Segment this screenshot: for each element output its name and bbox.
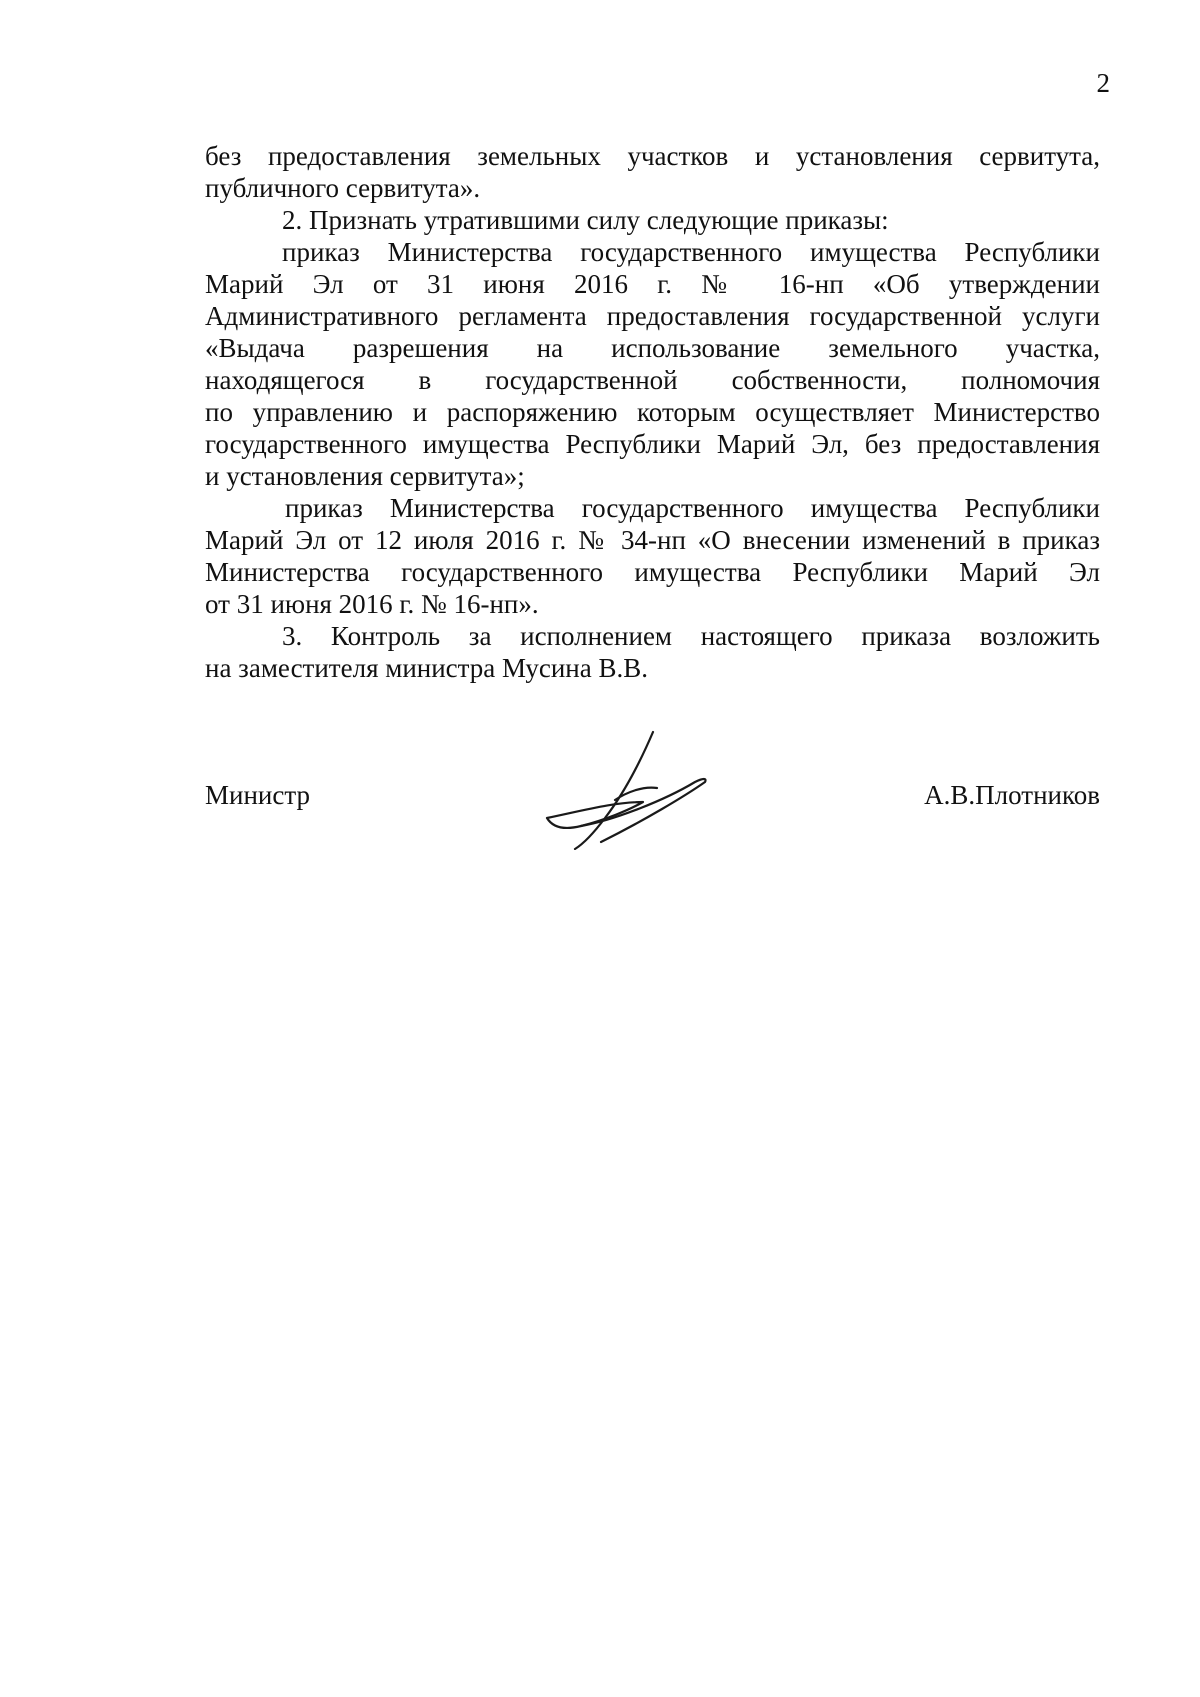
paragraph-4-line-4: от 31 июня 2016 г. № 16-нп».	[205, 589, 539, 619]
handwritten-signature	[545, 730, 725, 850]
paragraph-5-line-1: 3. Контроль за исполнением настоящего приказа возложить	[282, 621, 1100, 651]
paragraph-3-line-6: по управлению и распоряжению которым осуществляет Министерство	[205, 397, 1100, 427]
paragraph-3-line-5: находящегося в государственной собственности, полномочия	[205, 365, 1100, 395]
paragraph-3-line-4: «Выдача разрешения на использование земельного участка,	[205, 333, 1100, 363]
paragraph-1-line-1: без предоставления земельных участков и установления сервитута,	[205, 141, 1100, 171]
document-body	[205, 140, 1100, 684]
paragraph-3-line-2: Марий Эл от 31 июня 2016 г. № 16-нп «Об утверждении	[205, 269, 1100, 299]
paragraph-3-line-1: приказ Министерства государственного имущества Республики	[282, 237, 1100, 267]
paragraph-3-line-3: Административного регламента предоставления государственной услуги	[205, 301, 1100, 331]
paragraph-1-line-2: публичного сервитута».	[205, 173, 481, 203]
paragraph-3-line-8: и установления сервитута»;	[205, 461, 525, 491]
page-number: 2	[1096, 68, 1110, 98]
paragraph-4-line-1: приказ Министерства государственного имущества Республики	[285, 493, 1100, 523]
paragraph-4-line-3: Министерства государственного имущества Республики Марий Эл	[205, 557, 1100, 587]
signer-title: Министр	[205, 780, 310, 810]
signer-name: А.В.Плотников	[924, 780, 1100, 810]
paragraph-2-line-1: 2. Признать утратившими силу следующие приказы:	[282, 205, 889, 235]
paragraph-5-line-2: на заместителя министра Мусина В.В.	[205, 653, 648, 683]
paragraph-4-line-2: Марий Эл от 12 июля 2016 г. № 34-нп «О внесении изменений в приказ	[205, 525, 1100, 555]
paragraph-3-line-7: государственного имущества Республики Марий Эл, без предоставления	[205, 429, 1100, 459]
